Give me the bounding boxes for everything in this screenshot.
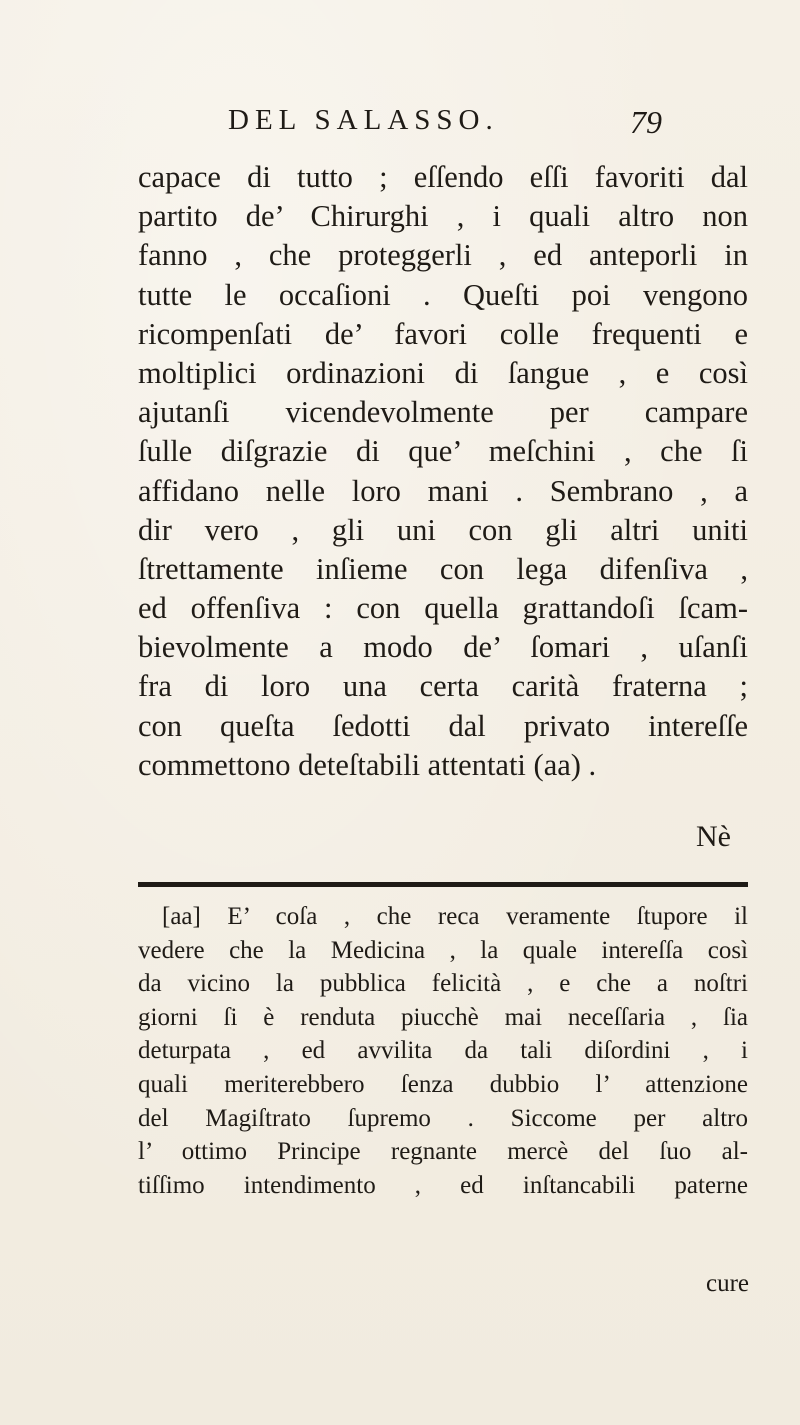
footnote-line: da vicino la pubblica felicità , e che a noſtri	[138, 970, 748, 998]
text-line: moltiplici ordinazioni di ſangue , e così	[138, 355, 748, 390]
text-line: tutte le occaſioni . Queſti poi vengono	[138, 277, 748, 312]
running-head: DEL SALASSO.	[228, 104, 499, 136]
footnote-line: vedere che la Medicina , la quale intereſſa così	[138, 936, 748, 964]
main-text	[138, 158, 748, 785]
footnote-line: giorni ſi è renduta piucchè mai neceſſaria , ſia	[138, 1003, 748, 1031]
text-line: capace di tutto ; eſſendo eſſi favoriti dal	[138, 160, 748, 194]
text-line: ed offenſiva : con quella grattandoſi ſcam-	[138, 591, 748, 626]
footnote-rule	[138, 882, 748, 887]
text-line: commettono deteſtabili attentati (aa) .	[138, 747, 597, 782]
text-line: fra di loro una certa carità fraterna ;	[138, 669, 748, 704]
footnote-catchword: cure	[706, 1270, 750, 1297]
footnote-line: tiſſimo intendimento , ed inſtancabili paterne	[138, 1171, 748, 1199]
text-line: affidano nelle loro mani . Sembrano , a	[138, 473, 748, 508]
text-line: con queſta ſedotti dal privato intereſſe	[138, 708, 748, 743]
text-line: bievolmente a modo de’ ſomari , uſanſi	[138, 630, 748, 665]
text-line: ſtrettamente inſieme con lega difenſiva ,	[138, 551, 748, 586]
footnote-line: [aa] E’ coſa , che reca veramente ſtupore il	[162, 903, 748, 930]
footnote-line: del Magiſtrato ſupremo . Siccome per altro	[138, 1104, 748, 1132]
page-number: 79	[630, 104, 662, 140]
text-line: partito de’ Chirurghi , i quali altro non	[138, 199, 748, 234]
footnote	[138, 900, 748, 1202]
footnote-line: deturpata , ed avvilita da tali diſordini , i	[138, 1037, 748, 1065]
text-line: dir vero , gli uni con gli altri uniti	[138, 512, 748, 547]
footnote-line: quali meriterebbero ſenza dubbio l’ attenzione	[138, 1070, 748, 1098]
footnote-line: l’ ottimo Principe regnante mercè del ſuo al-	[138, 1138, 748, 1166]
text-line: ſulle diſgrazie di que’ meſchini , che ſi	[138, 434, 748, 469]
page-header	[0, 104, 800, 144]
catchword: Nè	[696, 820, 731, 853]
text-line: ricompenſati de’ favori colle frequenti e	[138, 316, 748, 351]
text-line: fanno , che proteggerli , ed anteporli in	[138, 238, 748, 273]
text-line: ajutanſi vicendevolmente per campare	[138, 395, 748, 430]
